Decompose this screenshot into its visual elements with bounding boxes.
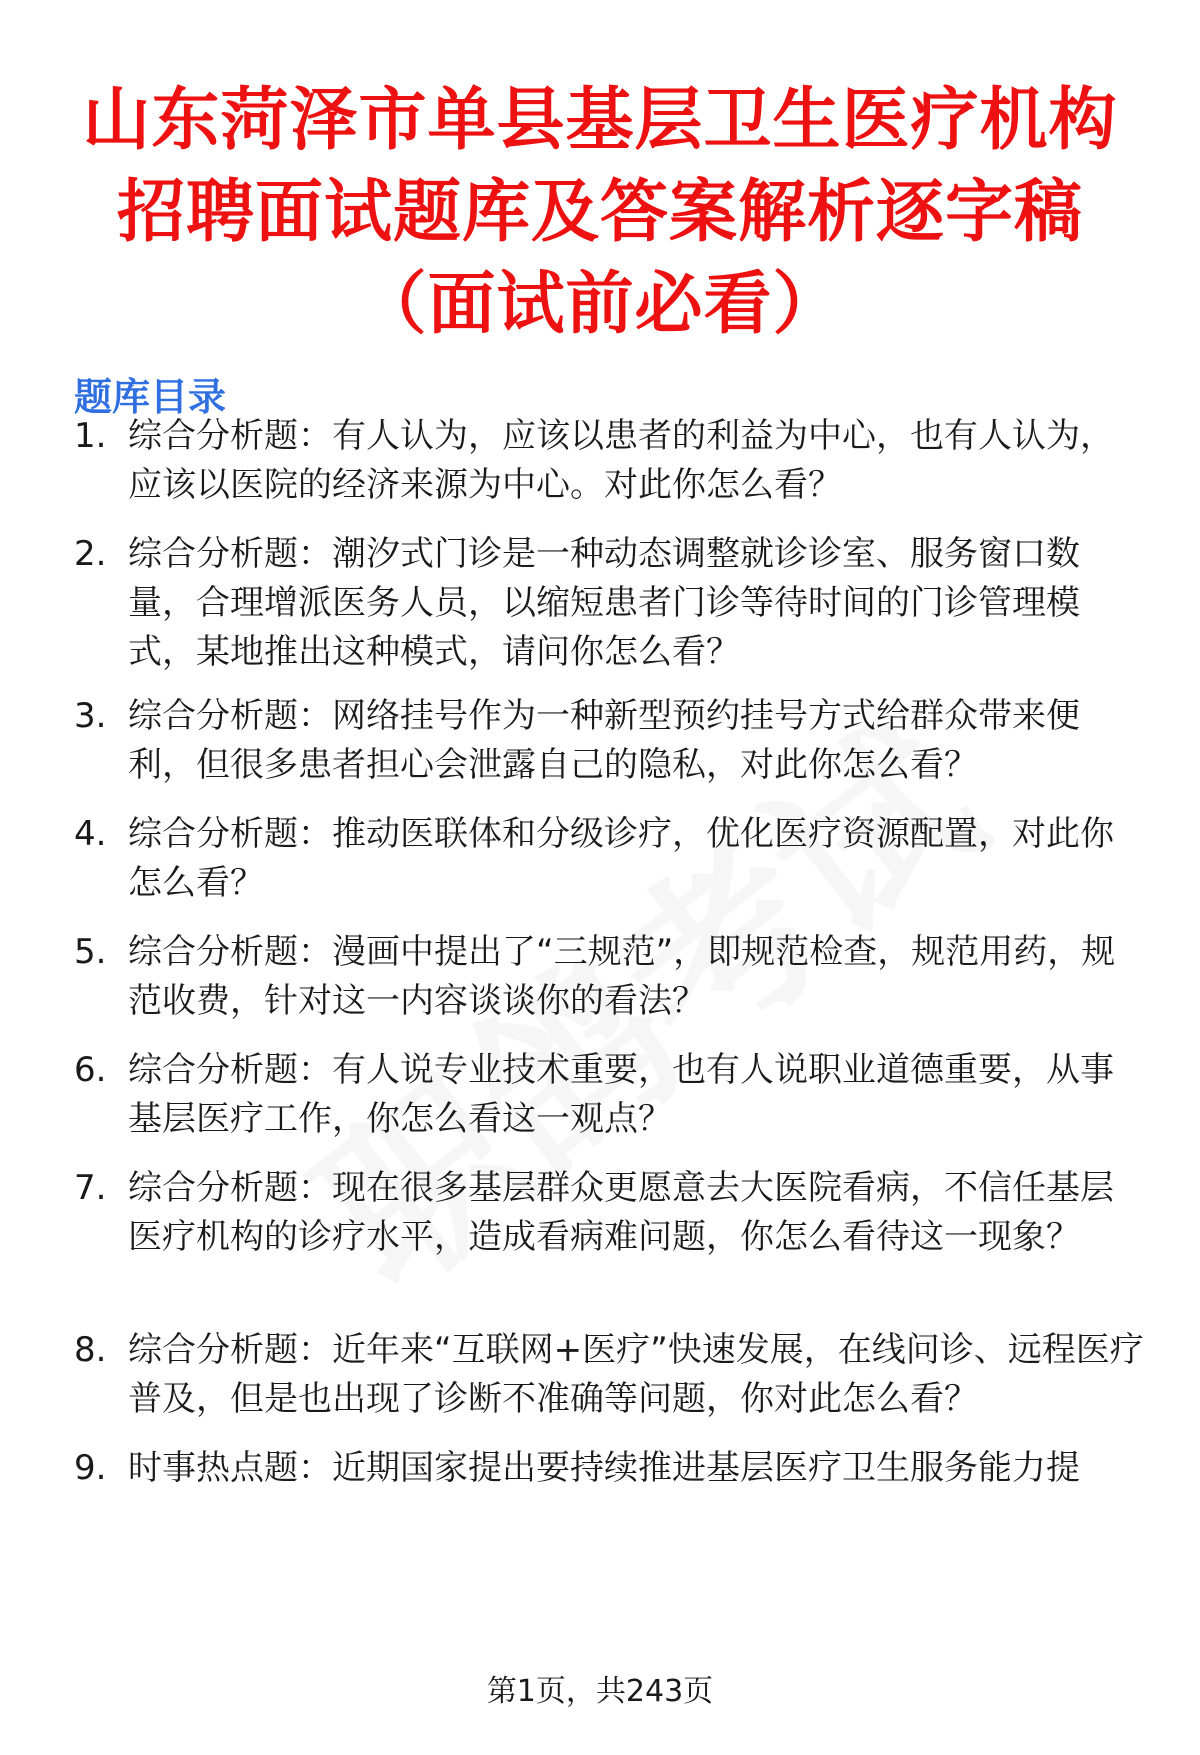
- toc-item-9: [74, 1444, 1144, 1493]
- item-text: 综合分析题：推动医联体和分级诊疗，优化医疗资源配置，对此你怎么看？: [128, 814, 1114, 903]
- toc-item-1: [74, 412, 1144, 510]
- item-number: 3.: [74, 696, 107, 736]
- item-number: 8.: [74, 1330, 107, 1370]
- document-title-line-2: 招聘面试题库及答案解析逐字稿: [116, 173, 1083, 252]
- toc-item-7: [74, 1164, 1144, 1262]
- item-text: 综合分析题：近年来“互联网+医疗”快速发展，在线问诊、远程医疗普及，但是也出现了诊断不准确等问题，你对此怎么看？: [128, 1330, 1144, 1419]
- toc-item-2: [74, 530, 1144, 677]
- item-text: 综合分析题：漫画中提出了“三规范”，即规范检查，规范用药，规范收费，针对这一内容谈谈你的看法？: [128, 932, 1116, 1021]
- item-text: 时事热点题：近期国家提出要持续推进基层医疗卫生服务能力提: [128, 1448, 1080, 1488]
- item-number: 5.: [74, 932, 107, 972]
- item-number: 4.: [74, 814, 107, 854]
- toc-item-8: [74, 1326, 1144, 1424]
- document-title-line-1: 山东菏泽市单县基层卫生医疗机构: [82, 81, 1118, 160]
- page-footer: 第1页，共243页: [486, 1674, 714, 1709]
- item-text: 综合分析题：网络挂号作为一种新型预约挂号方式给群众带来便利，但很多患者担心会泄露自己的隐私，对此你怎么看？: [128, 696, 1080, 785]
- document-title-line-3: （面试前必看）: [358, 265, 842, 344]
- item-number: 1.: [74, 416, 107, 456]
- item-text: 综合分析题：现在很多基层群众更愿意去大医院看病，不信任基层医疗机构的诊疗水平，造成看病难问题，你怎么看待这一现象？: [128, 1168, 1114, 1257]
- item-number: 6.: [74, 1050, 107, 1090]
- item-text: 综合分析题：有人认为，应该以患者的利益为中心，也有人认为，应该以医院的经济来源为中心。对此你怎么看？: [128, 416, 1114, 505]
- toc-item-4: [74, 810, 1144, 908]
- toc-item-5: [74, 928, 1144, 1026]
- toc-item-3: [74, 692, 1144, 790]
- item-number: 7.: [74, 1168, 107, 1208]
- toc-heading: 题库目录: [74, 375, 227, 419]
- item-text: 综合分析题：有人说专业技术重要，也有人说职业道德重要，从事基层医疗工作，你怎么看这一观点？: [128, 1050, 1114, 1139]
- item-number: 9.: [74, 1448, 107, 1488]
- toc-item-6: [74, 1046, 1144, 1144]
- item-text: 综合分析题：潮汐式门诊是一种动态调整就诊诊室、服务窗口数量，合理增派医务人员，以缩短患者门诊等待时间的门诊管理模式，某地推出这种模式，请问你怎么看？: [128, 534, 1080, 672]
- item-number: 2.: [74, 534, 107, 574]
